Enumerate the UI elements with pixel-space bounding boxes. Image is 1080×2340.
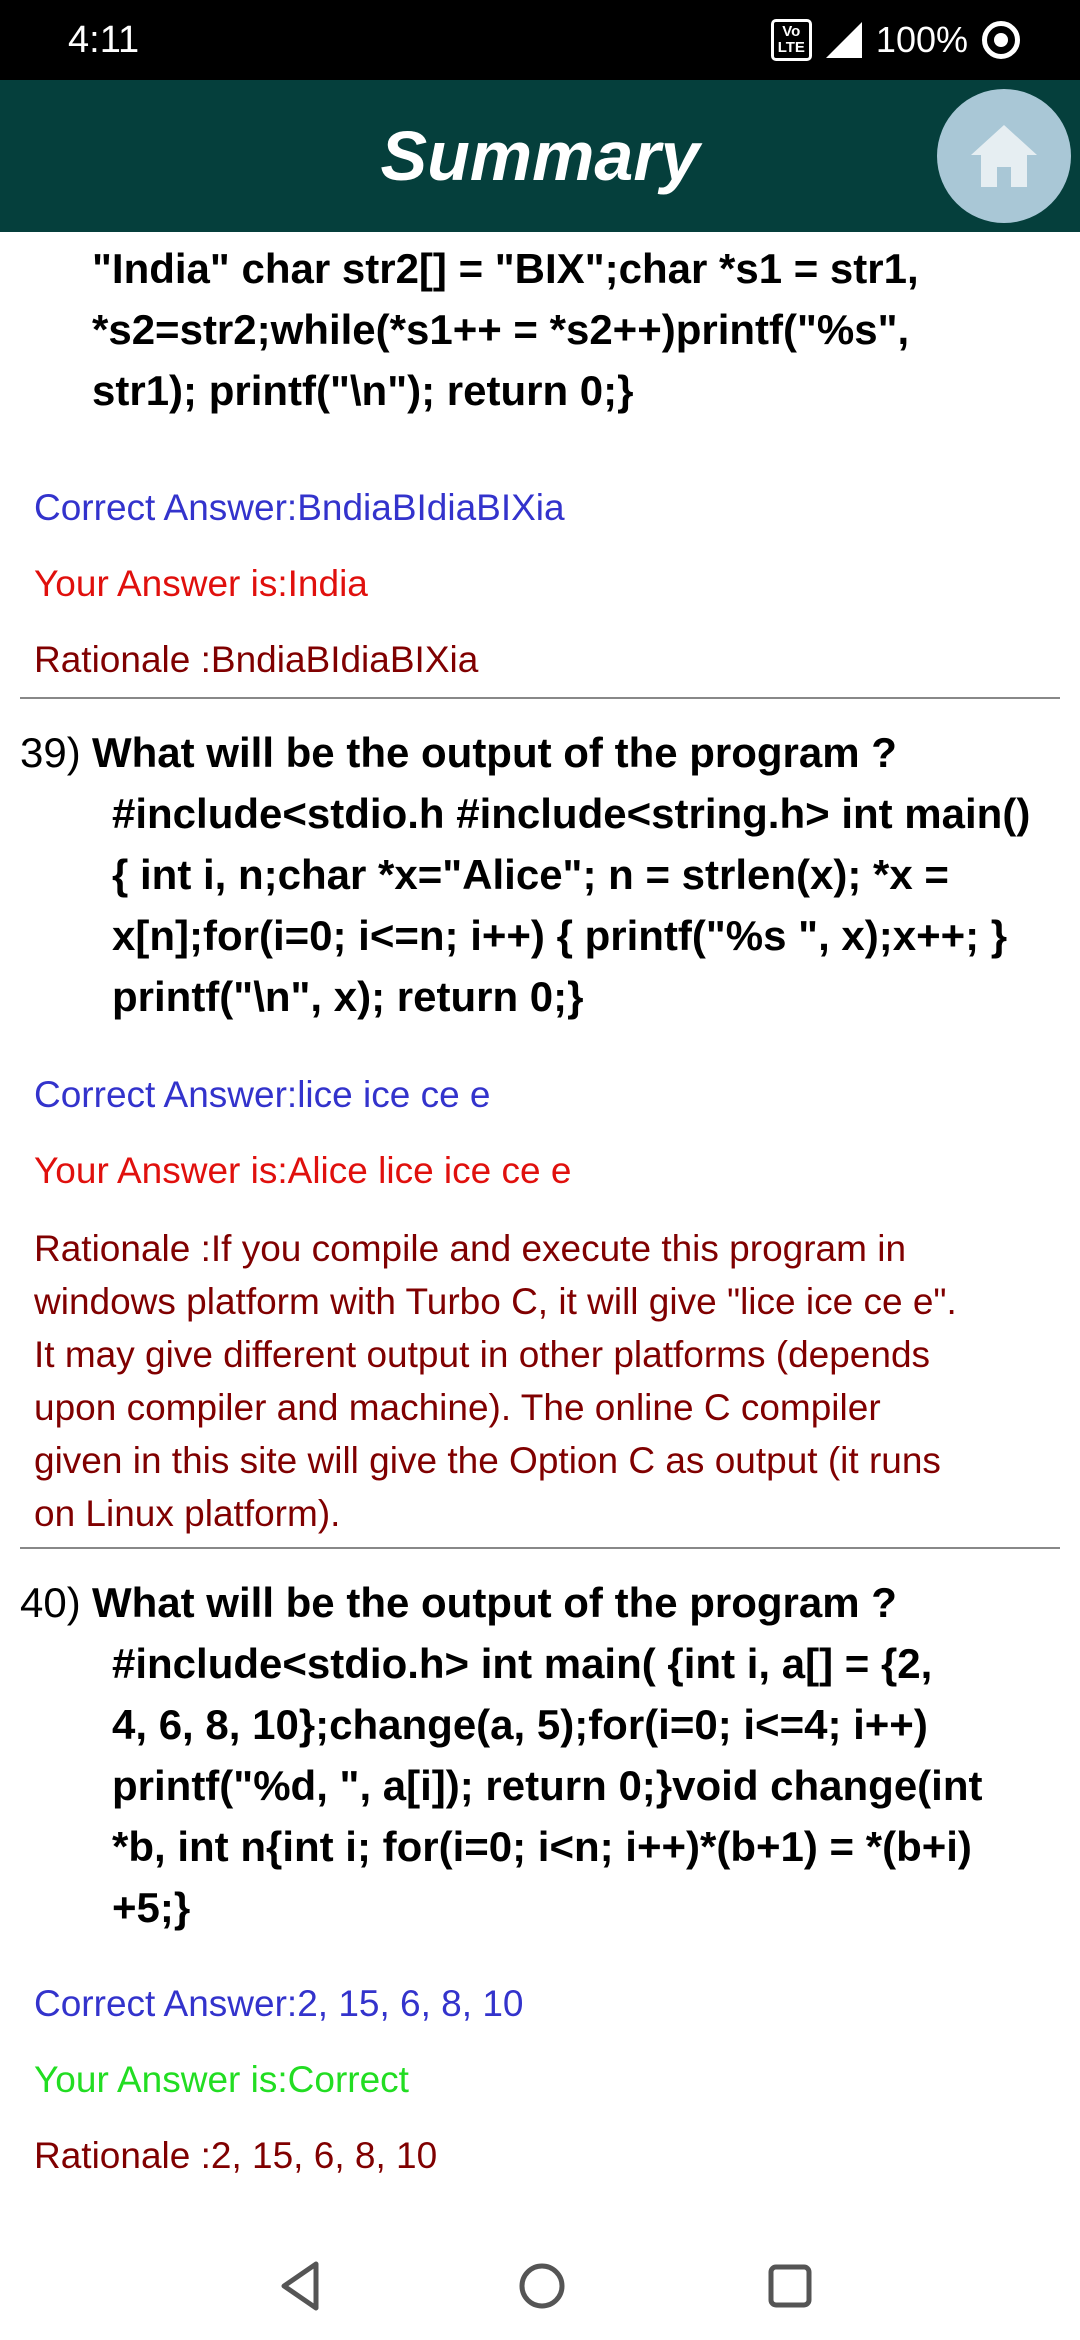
q39-correct-answer: Correct Answer:lice ice ce e [34, 1074, 491, 1115]
q40-rationale: Rationale :2, 15, 6, 8, 10 [34, 2135, 438, 2176]
nav-bar [0, 2232, 1080, 2340]
status-bar [0, 0, 1080, 80]
q39-your-answer: Your Answer is:Alice lice ice ce e [34, 1150, 572, 1191]
q39-question-text [92, 722, 1060, 1027]
q38-correct-answer: Correct Answer:BndiaBIdiaBIXia [34, 487, 565, 528]
q39-line: x[n];for(i=0; i<=n; i++) { printf("%s ", x);x++; } [112, 912, 1008, 959]
q39-rationale-line: given in this site will give the Option C as output (it runs [34, 1440, 941, 1481]
q39-rationale-line: windows platform with Turbo C, it will give "lice ice ce e". [34, 1281, 957, 1322]
q39-line: { int i, n;char *x="Alice"; n = strlen(x); *x = [112, 851, 949, 898]
q40-your-answer: Your Answer is:Correct [34, 2059, 409, 2100]
q39-rationale-line: on Linux platform). [34, 1493, 341, 1534]
recents-square-icon[interactable] [760, 2256, 820, 2316]
q39-rationale-line: upon compiler and machine). The online C compiler [34, 1387, 881, 1428]
q40-line: #include<stdio.h> int main( {int i, a[] = {2, [112, 1640, 933, 1687]
q40-line: printf("%d, ", a[i]); return 0;}void change(int [112, 1762, 983, 1809]
home-icon [967, 119, 1041, 193]
q38-rationale: Rationale :BndiaBIdiaBIXia [34, 639, 479, 680]
q38-line: "India" char str2[] = "BIX";char *s1 = str1, [92, 245, 919, 292]
q38-question-text [92, 238, 1052, 421]
q40-line: *b, int n{int i; for(i=0; i<n; i++)*(b+1) = *(b+i) [112, 1823, 972, 1870]
summary-list[interactable] [0, 232, 1080, 2232]
signal-icon [826, 22, 862, 58]
q38-line: str1); printf("\n"); return 0;} [92, 367, 634, 414]
status-icons [771, 16, 1020, 64]
home-circle-icon[interactable] [512, 2256, 572, 2316]
page-title: Summary [380, 117, 700, 195]
q39-rationale-line: It may give different output in other platforms (depends [34, 1334, 931, 1375]
divider [20, 1547, 1060, 1549]
q39-line: #include<stdio.h #include<string.h> int main() [112, 790, 1031, 837]
q40-question-text [92, 1572, 1060, 1938]
battery-percent: 100% [875, 19, 968, 60]
q39-line: What will be the output of the program ? [92, 729, 897, 776]
q40-correct-answer: Correct Answer:2, 15, 6, 8, 10 [34, 1983, 524, 2024]
back-triangle-icon[interactable] [270, 2256, 330, 2316]
q40-line: 4, 6, 8, 10};change(a, 5);for(i=0; i<=4; i++) [112, 1701, 928, 1748]
q39-line: printf("\n", x); return 0;} [112, 973, 584, 1020]
q40-number: 40) [20, 1579, 81, 1626]
q38-your-answer: Your Answer is:India [34, 563, 368, 604]
q40-line: What will be the output of the program ? [92, 1579, 897, 1626]
q40-line: +5;} [112, 1884, 191, 1931]
target-icon [982, 21, 1020, 59]
q39-number: 39) [20, 729, 81, 776]
volte-icon: Vo LTE [771, 19, 812, 61]
home-button[interactable] [937, 89, 1071, 223]
divider [20, 697, 1060, 699]
status-time: 4:11 [68, 19, 140, 61]
q39-rationale [34, 1222, 1054, 1540]
app-header [0, 80, 1080, 232]
q38-line: *s2=str2;while(*s1++ = *s2++)printf("%s", [92, 306, 910, 353]
q39-rationale-line: Rationale :If you compile and execute this program in [34, 1228, 907, 1269]
